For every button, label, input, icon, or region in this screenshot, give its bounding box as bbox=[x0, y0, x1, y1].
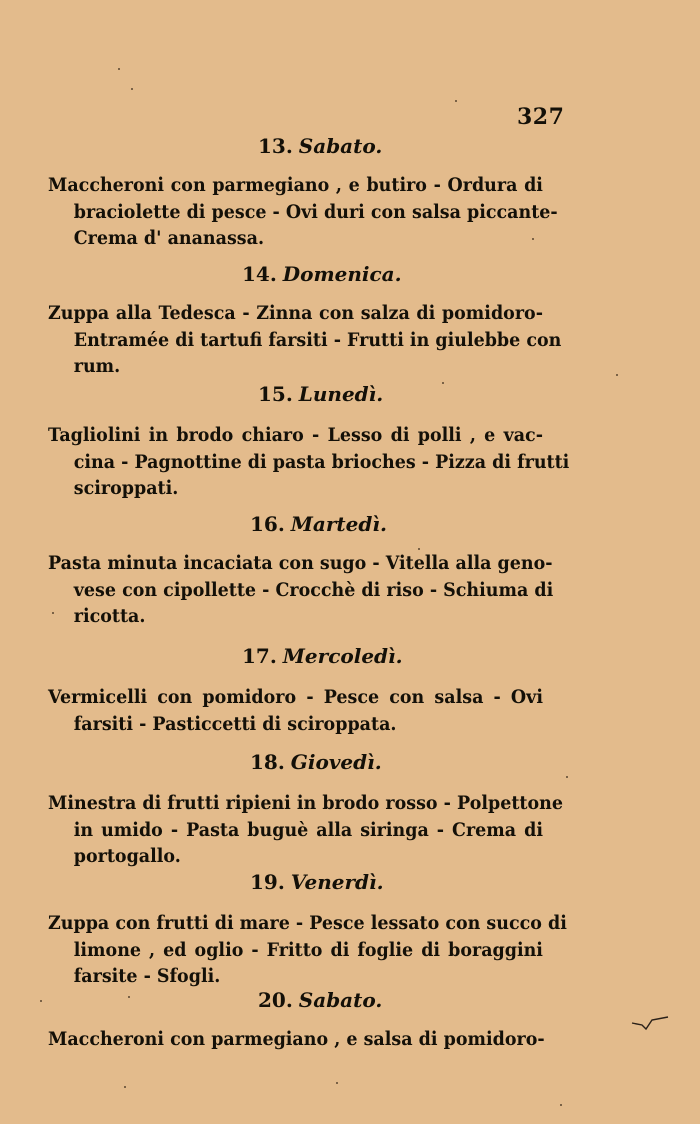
menu-line: sciroppati. bbox=[73, 477, 179, 499]
day-heading bbox=[258, 382, 383, 406]
paper-speck bbox=[418, 548, 420, 550]
day-heading bbox=[242, 262, 402, 286]
menu-entry bbox=[48, 790, 563, 870]
menu-line: Zuppa alla Tedesca - Zinna con salza di pomidoro- bbox=[48, 302, 543, 324]
day-number: 20. bbox=[258, 988, 293, 1012]
menu-line: vese con cipollette - Crocchè di riso - Schiuma di bbox=[73, 578, 554, 601]
menu-entry bbox=[48, 550, 554, 630]
day-number: 13. bbox=[258, 134, 293, 158]
menu-entry bbox=[48, 172, 558, 252]
day-heading bbox=[250, 750, 382, 774]
menu-line: limone , ed oglio - Fritto di foglie di boraggini bbox=[73, 938, 543, 961]
paper-speck bbox=[40, 1000, 42, 1002]
menu-line: Crema d' ananassa. bbox=[73, 227, 265, 249]
menu-entry bbox=[48, 684, 543, 737]
day-number: 15. bbox=[258, 382, 293, 406]
menu-line: Tagliolini in brodo chiaro - Lesso di polli , e vac- bbox=[48, 424, 543, 446]
paper-speck bbox=[560, 1104, 562, 1106]
day-name: Lunedì. bbox=[298, 382, 384, 406]
menu-line: Maccheroni con parmegiano , e butiro - Ordura di bbox=[48, 174, 543, 196]
pencil-mark-icon bbox=[630, 1014, 670, 1032]
paper-speck bbox=[566, 776, 568, 778]
day-heading bbox=[250, 870, 384, 894]
menu-entry bbox=[48, 1026, 543, 1053]
day-name: Mercoledì. bbox=[282, 644, 403, 668]
day-name: Martedì. bbox=[290, 512, 387, 536]
paper-speck bbox=[336, 1082, 338, 1084]
menu-line: ricotta. bbox=[73, 605, 146, 627]
day-heading bbox=[250, 512, 387, 536]
menu-line: Vermicelli con pomidoro - Pesce con salsa - Ovi bbox=[48, 686, 543, 708]
day-name: Domenica. bbox=[282, 262, 402, 286]
paper-speck bbox=[128, 996, 130, 998]
menu-line: Maccheroni con parmegiano , e salsa di pomidoro- bbox=[48, 1028, 545, 1050]
menu-line: Entramée di tartufi farsiti - Frutti in giulebbe con bbox=[73, 328, 562, 351]
day-name: Sabato. bbox=[298, 988, 383, 1012]
menu-line: portogallo. bbox=[73, 845, 181, 867]
menu-line: farsiti - Pasticcetti di sciroppata. bbox=[73, 712, 397, 735]
day-name: Giovedì. bbox=[290, 750, 382, 774]
menu-line: Pasta minuta incaciata con sugo - Vitella alla geno- bbox=[48, 552, 553, 574]
paper-speck bbox=[455, 100, 457, 102]
menu-line: cina - Pagnottine di pasta brioches - Pizza di frutti bbox=[73, 450, 570, 473]
day-number: 16. bbox=[250, 512, 285, 536]
page-number: 327 bbox=[517, 104, 565, 130]
menu-line: farsite - Sfogli. bbox=[73, 965, 221, 987]
day-number: 14. bbox=[242, 262, 277, 286]
menu-line: in umido - Pasta buguè alla siringa - Crema di bbox=[73, 818, 543, 841]
menu-entry bbox=[48, 422, 570, 502]
menu-entry bbox=[48, 300, 562, 380]
day-heading bbox=[258, 988, 382, 1012]
paper-speck bbox=[118, 68, 120, 70]
paper-speck bbox=[442, 382, 444, 384]
day-number: 17. bbox=[242, 644, 277, 668]
day-number: 19. bbox=[250, 870, 285, 894]
paper-speck bbox=[52, 612, 54, 614]
menu-entry bbox=[48, 910, 567, 990]
day-name: Sabato. bbox=[298, 134, 383, 158]
paper-speck bbox=[124, 1086, 126, 1088]
menu-line: braciolette di pesce - Ovi duri con salsa piccante- bbox=[73, 200, 558, 223]
menu-line: Zuppa con frutti di mare - Pesce lessato con succo di bbox=[48, 912, 567, 934]
paper-speck bbox=[532, 238, 534, 240]
menu-line: Minestra di frutti ripieni in brodo rosso - Polpettone bbox=[48, 792, 563, 814]
menu-line: rum. bbox=[73, 355, 121, 377]
day-heading bbox=[242, 644, 403, 668]
day-number: 18. bbox=[250, 750, 285, 774]
day-name: Venerdì. bbox=[290, 870, 384, 894]
day-heading bbox=[258, 134, 382, 158]
paper-speck bbox=[616, 374, 618, 376]
paper-speck bbox=[131, 88, 133, 90]
